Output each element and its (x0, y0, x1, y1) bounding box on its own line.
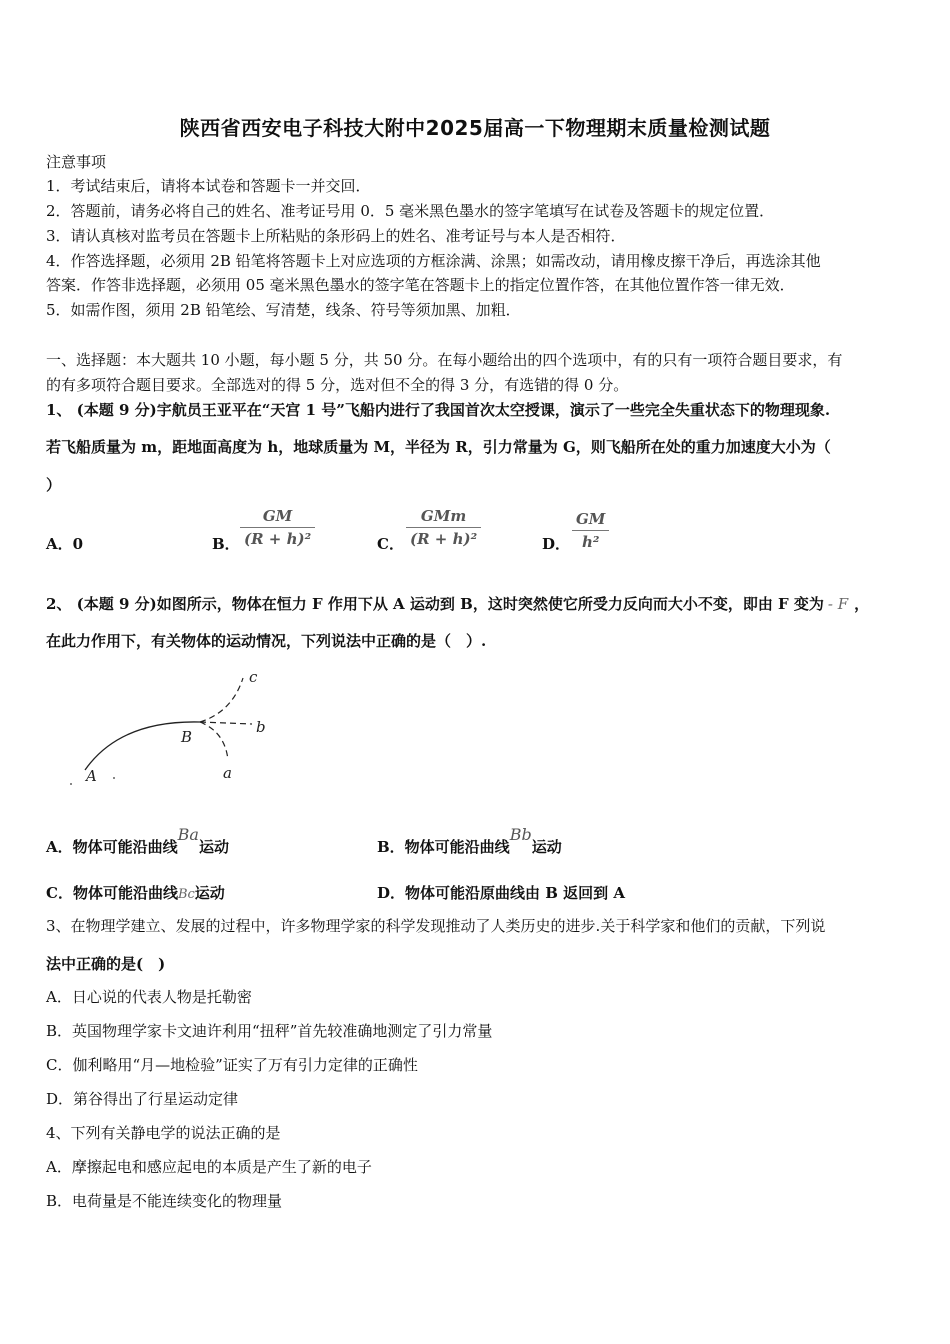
q1-option-d-label: D． (542, 535, 571, 553)
curve-symbol: Bb (509, 825, 532, 844)
fraction-numerator: GM (240, 507, 315, 528)
negative-f-symbol: - F (827, 595, 849, 613)
page-title: 陕西省西安电子科技大附中2025届高一下物理期末质量检测试题 (179, 116, 771, 140)
notice-item: 3．请认真核对监考员在答题卡上所粘贴的条形码上的姓名、准考证号与本人是否相符． (46, 227, 626, 245)
notice-item: 5．如需作图，须用 2B 铅笔绘、写清楚，线条、符号等须加黑、加粗． (46, 301, 521, 319)
q4-option: B．电荷量是不能连续变化的物理量 (46, 1192, 283, 1210)
stray-dot (70, 783, 72, 785)
point-a-label: A (86, 767, 97, 785)
q4-option: A．摩擦起电和感应起电的本质是产生了新的电子 (46, 1158, 372, 1176)
option-text: C．物体可能沿曲线 (46, 884, 178, 902)
q3-option: B．英国物理学家卡文迪许利用“扭秤”首先较准确地测定了引力常量 (46, 1022, 493, 1040)
punctuation: ， (854, 595, 870, 613)
q2-option-d: D．物体可能沿原曲线由 B 返回到 A (377, 884, 625, 902)
curve-bc-dashed (200, 678, 243, 722)
q1-option-a: A．0 (46, 535, 84, 553)
notice-item: 1．考试结束后，请将本试卷和答题卡一并交回． (46, 177, 371, 195)
q1-option-c-label: C． (377, 535, 404, 553)
notice-item: 2．答题前，请务必将自己的姓名、准考证号用 0．5 毫米黑色墨水的签字笔填写在试卷及答题卡的规定位置． (46, 202, 775, 220)
trajectory-figure (60, 660, 290, 790)
notice-heading: 注意事项 (46, 153, 107, 171)
question-2-line: 2、 (本题 9 分)如图所示，物体在恒力 F 作用下从 A 运动到 B，这时突然使它所受力反向而大小不变，即由 F 变为 (46, 595, 824, 613)
stray-dot (113, 777, 115, 779)
curve-symbol: Ba (177, 825, 199, 844)
option-text: 运动 (194, 884, 225, 902)
option-text: B．物体可能沿曲线 (377, 838, 510, 856)
point-b-label: B (181, 728, 193, 746)
fraction-numerator: GMm (406, 507, 481, 528)
question-1-text: 1、 (本题 9 分)宇航员王亚平在“天宫 1 号”飞船内进行了我国首次太空授课，演示了一些完全失重状态下的物理现象. (46, 401, 831, 419)
question-4-text: 4、下列有关静电学的说法正确的是 (46, 1124, 281, 1142)
fraction-numerator: GM (572, 510, 609, 531)
option-text: 运动 (198, 838, 229, 856)
question-3-text: 法中正确的是( ) (46, 955, 166, 973)
q2-option-c (46, 882, 225, 903)
option-text: 运动 (531, 838, 562, 856)
question-2-text (46, 593, 869, 615)
question-1-text: ） (46, 476, 62, 494)
q1-option-b-fraction (240, 507, 315, 548)
section-instructions: 一、选择题：本大题共 10 小题，每小题 5 分，共 50 分。在每小题给出的四个选项中，有的只有一项符合题目要求，有 (46, 351, 843, 369)
question-3-text: 3、在物理学建立、发展的过程中，许多物理学家的科学发现推动了人类历史的进步.关于科学家和他们的贡献，下列说 (46, 917, 826, 935)
q1-option-d-fraction (572, 510, 609, 551)
q2-option-a (46, 825, 229, 857)
q1-option-b-label: B． (212, 535, 240, 553)
q2-option-b (377, 825, 562, 857)
line-bb-dashed (200, 722, 252, 724)
option-text: A．物体可能沿曲线 (46, 838, 178, 856)
fraction-denominator: (R + h)² (244, 530, 312, 548)
q3-option: C．伽利略用“月—地检验”证实了万有引力定律的正确性 (46, 1056, 418, 1074)
q1-option-c-fraction (406, 507, 481, 548)
section-instructions: 的有多项符合题目要求。全部选对的得 5 分，选对但不全的得 3 分，有选错的得 0 分。 (46, 376, 629, 394)
label-b: b (256, 718, 266, 736)
label-c: c (249, 668, 258, 686)
fraction-denominator: h² (581, 533, 600, 551)
curve-ba-dashed (200, 722, 228, 760)
q3-option: A．日心说的代表人物是托勒密 (46, 988, 252, 1006)
notice-item: 4．作答选择题，必须用 2B 铅笔将答题卡上对应选项的方框涂满、涂黑；如需改动，请用橡皮擦干净后，再选涂其他 (46, 252, 821, 270)
notice-item: 答案．作答非选择题，必须用 05 毫米黑色墨水的签字笔在答题卡上的指定位置作答，在其他位置作答一律无效． (46, 276, 795, 294)
curve-symbol: Bc (177, 887, 195, 902)
q3-option: D．第谷得出了行星运动定律 (46, 1090, 239, 1108)
question-2-text: 在此力作用下，有关物体的运动情况，下列说法中正确的是（ ）. (46, 632, 487, 650)
question-1-text: 若飞船质量为 m，距地面高度为 h，地球质量为 M，半径为 R，引力常量为 G，则飞船所在处的重力加速度大小为（ (46, 438, 831, 456)
fraction-denominator: (R + h)² (410, 530, 478, 548)
label-a: a (223, 764, 232, 782)
